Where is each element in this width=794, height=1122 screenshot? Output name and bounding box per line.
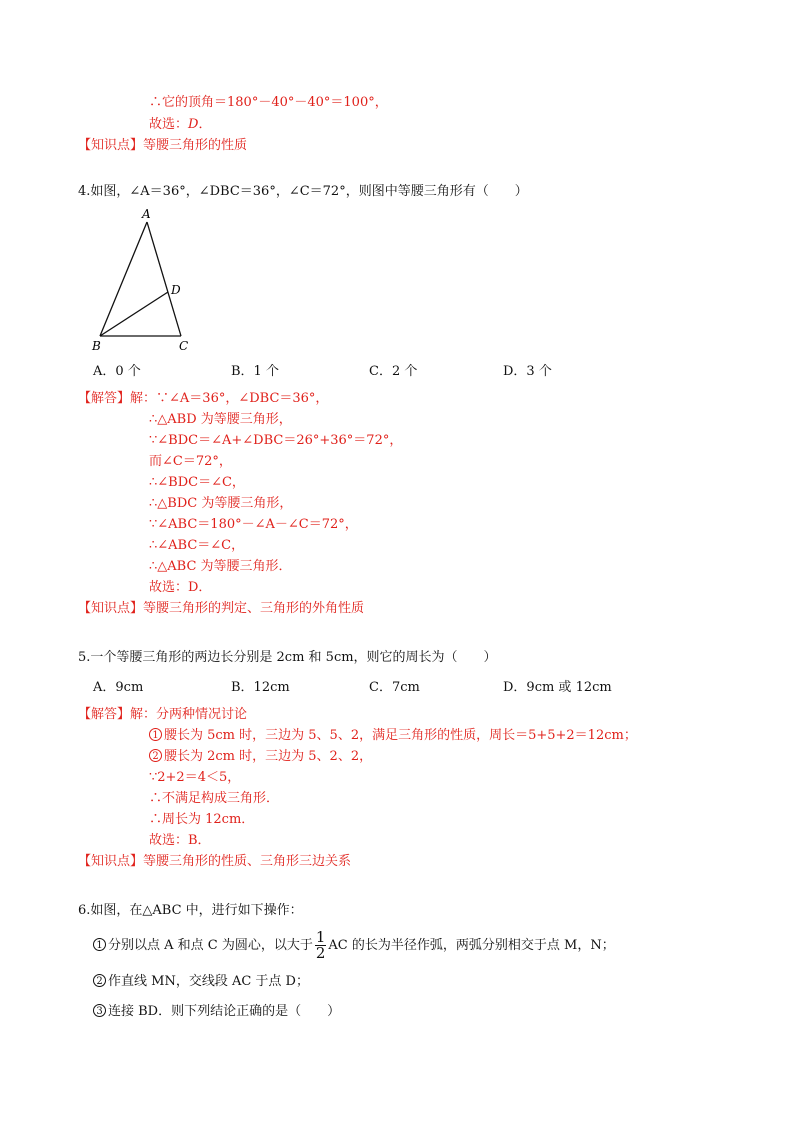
q6-step1-pre: 分别以点 A 和点 C 为圆心，以大于 [108,938,313,953]
answer-tag: 【解答】 [78,707,131,722]
q4-solution-line: 故选：D． [149,580,212,595]
q5-case1 [149,728,637,744]
label-a: A [142,207,151,221]
q4-solution-line: ∴△BDC 为等腰三角形， [149,496,293,511]
q4-solution-line: ∴△ABD 为等腰三角形， [149,412,292,427]
q4-solution-line: 解：∵∠A＝36°，∠DBC＝36°， [130,391,329,406]
fraction-numerator: 1 [315,928,326,946]
label-c: C [179,339,189,353]
q5-answer-line [78,707,247,723]
answer-tag: 【解答】 [78,391,131,406]
q5-option-d[interactable]: D．9cm 或 12cm [503,680,612,695]
q4-triangle-figure [88,204,198,354]
q6-step1 [93,930,615,961]
q5-option-c[interactable]: C．7cm [369,680,420,695]
prev-solution-line2 [149,117,211,133]
q6-step3 [93,1004,340,1020]
q4-solution-line: ∴△ABC 为等腰三角形． [149,559,292,574]
q5-option-a[interactable]: A．9cm [93,680,144,695]
prev-solution-line1: ∴它的顶角＝180°－40°－40°＝100°， [149,95,388,110]
q5-case1-text: 腰长为 5cm 时，三边为 5、5、2，满足三角形的性质，周长＝5+5+2＝12cm； [164,728,637,743]
q4-solution-line: 而∠C＝72°， [149,454,232,469]
prev-choice-suffix: ． [198,117,212,132]
q4-option-b[interactable]: B．1 个 [231,364,279,379]
label-b: B [92,339,101,353]
circled-number-2: 2 [149,749,162,762]
q6-step1-post: AC 的长为半径作弧，两弧分别相交于点 M，N； [328,938,615,953]
q4-option-a[interactable]: A．0 个 [93,364,141,379]
q4-solution-line: ∵∠BDC＝∠A+∠DBC＝26°+36°＝72°， [149,433,403,448]
knowledge-point-tag: 【知识点】 [78,601,144,616]
circled-number-1: 1 [149,728,162,741]
q4-knowledge-point [78,601,364,617]
side-ac [147,222,181,336]
circled-number-3: 3 [93,1004,106,1017]
q4-stem: 4.如图，∠A＝36°，∠DBC＝36°，∠C＝72°，则图中等腰三角形有（ ） [78,184,528,199]
q6-step2 [93,974,309,990]
circled-number-1: 1 [93,938,106,951]
q5-stem: 5.一个等腰三角形的两边长分别是 2cm 和 5cm，则它的周长为（ ） [78,650,497,665]
q5-case2 [149,749,372,765]
q5-option-b[interactable]: B．12cm [231,680,290,695]
side-ab [100,222,147,336]
q5-solution-line: ∴不满足构成三角形． [149,791,280,806]
q6-stem: 6.如图，在△ABC 中，进行如下操作： [78,903,303,918]
fraction-one-half [315,930,327,961]
circled-number-2: 2 [93,974,106,987]
q6-step2-text: 作直线 MN，交线段 AC 于点 D； [108,974,309,989]
q5-solution-line: 故选：B． [149,833,211,848]
knowledge-point-tag: 【知识点】 [78,854,144,869]
label-d: D [171,283,181,297]
q5-case2-text: 腰长为 2cm 时，三边为 5、2、2， [164,749,373,764]
knowledge-point-text: 等腰三角形的性质 [143,138,248,153]
knowledge-point-text: 等腰三角形的性质、三角形三边关系 [143,854,352,869]
q4-solution-line: ∴∠ABC＝∠C， [149,538,245,553]
q5-solution-intro: 解：分两种情况讨论 [130,707,248,722]
q6-step3-text: 连接 BD．则下列结论正确的是（ ） [108,1004,341,1019]
q4-option-d[interactable]: D．3 个 [503,364,552,379]
knowledge-point-tag: 【知识点】 [78,138,144,153]
q5-solution-line: ∵2+2＝4＜5， [149,770,241,785]
q5-knowledge-point [78,854,351,870]
fraction-denominator: 2 [315,944,326,962]
prev-choice-prefix: 故选： [149,117,189,132]
q4-option-c[interactable]: C．2 个 [369,364,418,379]
segment-bd [100,292,168,336]
prev-knowledge-point [78,138,247,154]
q4-solution-line: ∵∠ABC＝180°－∠A－∠C＝72°， [149,517,358,532]
prev-choice-answer: D [188,117,199,132]
q4-answer-line [78,391,328,407]
q4-solution-line: ∴∠BDC＝∠C， [149,475,245,490]
q5-solution-line: ∴周长为 12cm． [149,812,255,827]
knowledge-point-text: 等腰三角形的判定、三角形的外角性质 [143,601,365,616]
